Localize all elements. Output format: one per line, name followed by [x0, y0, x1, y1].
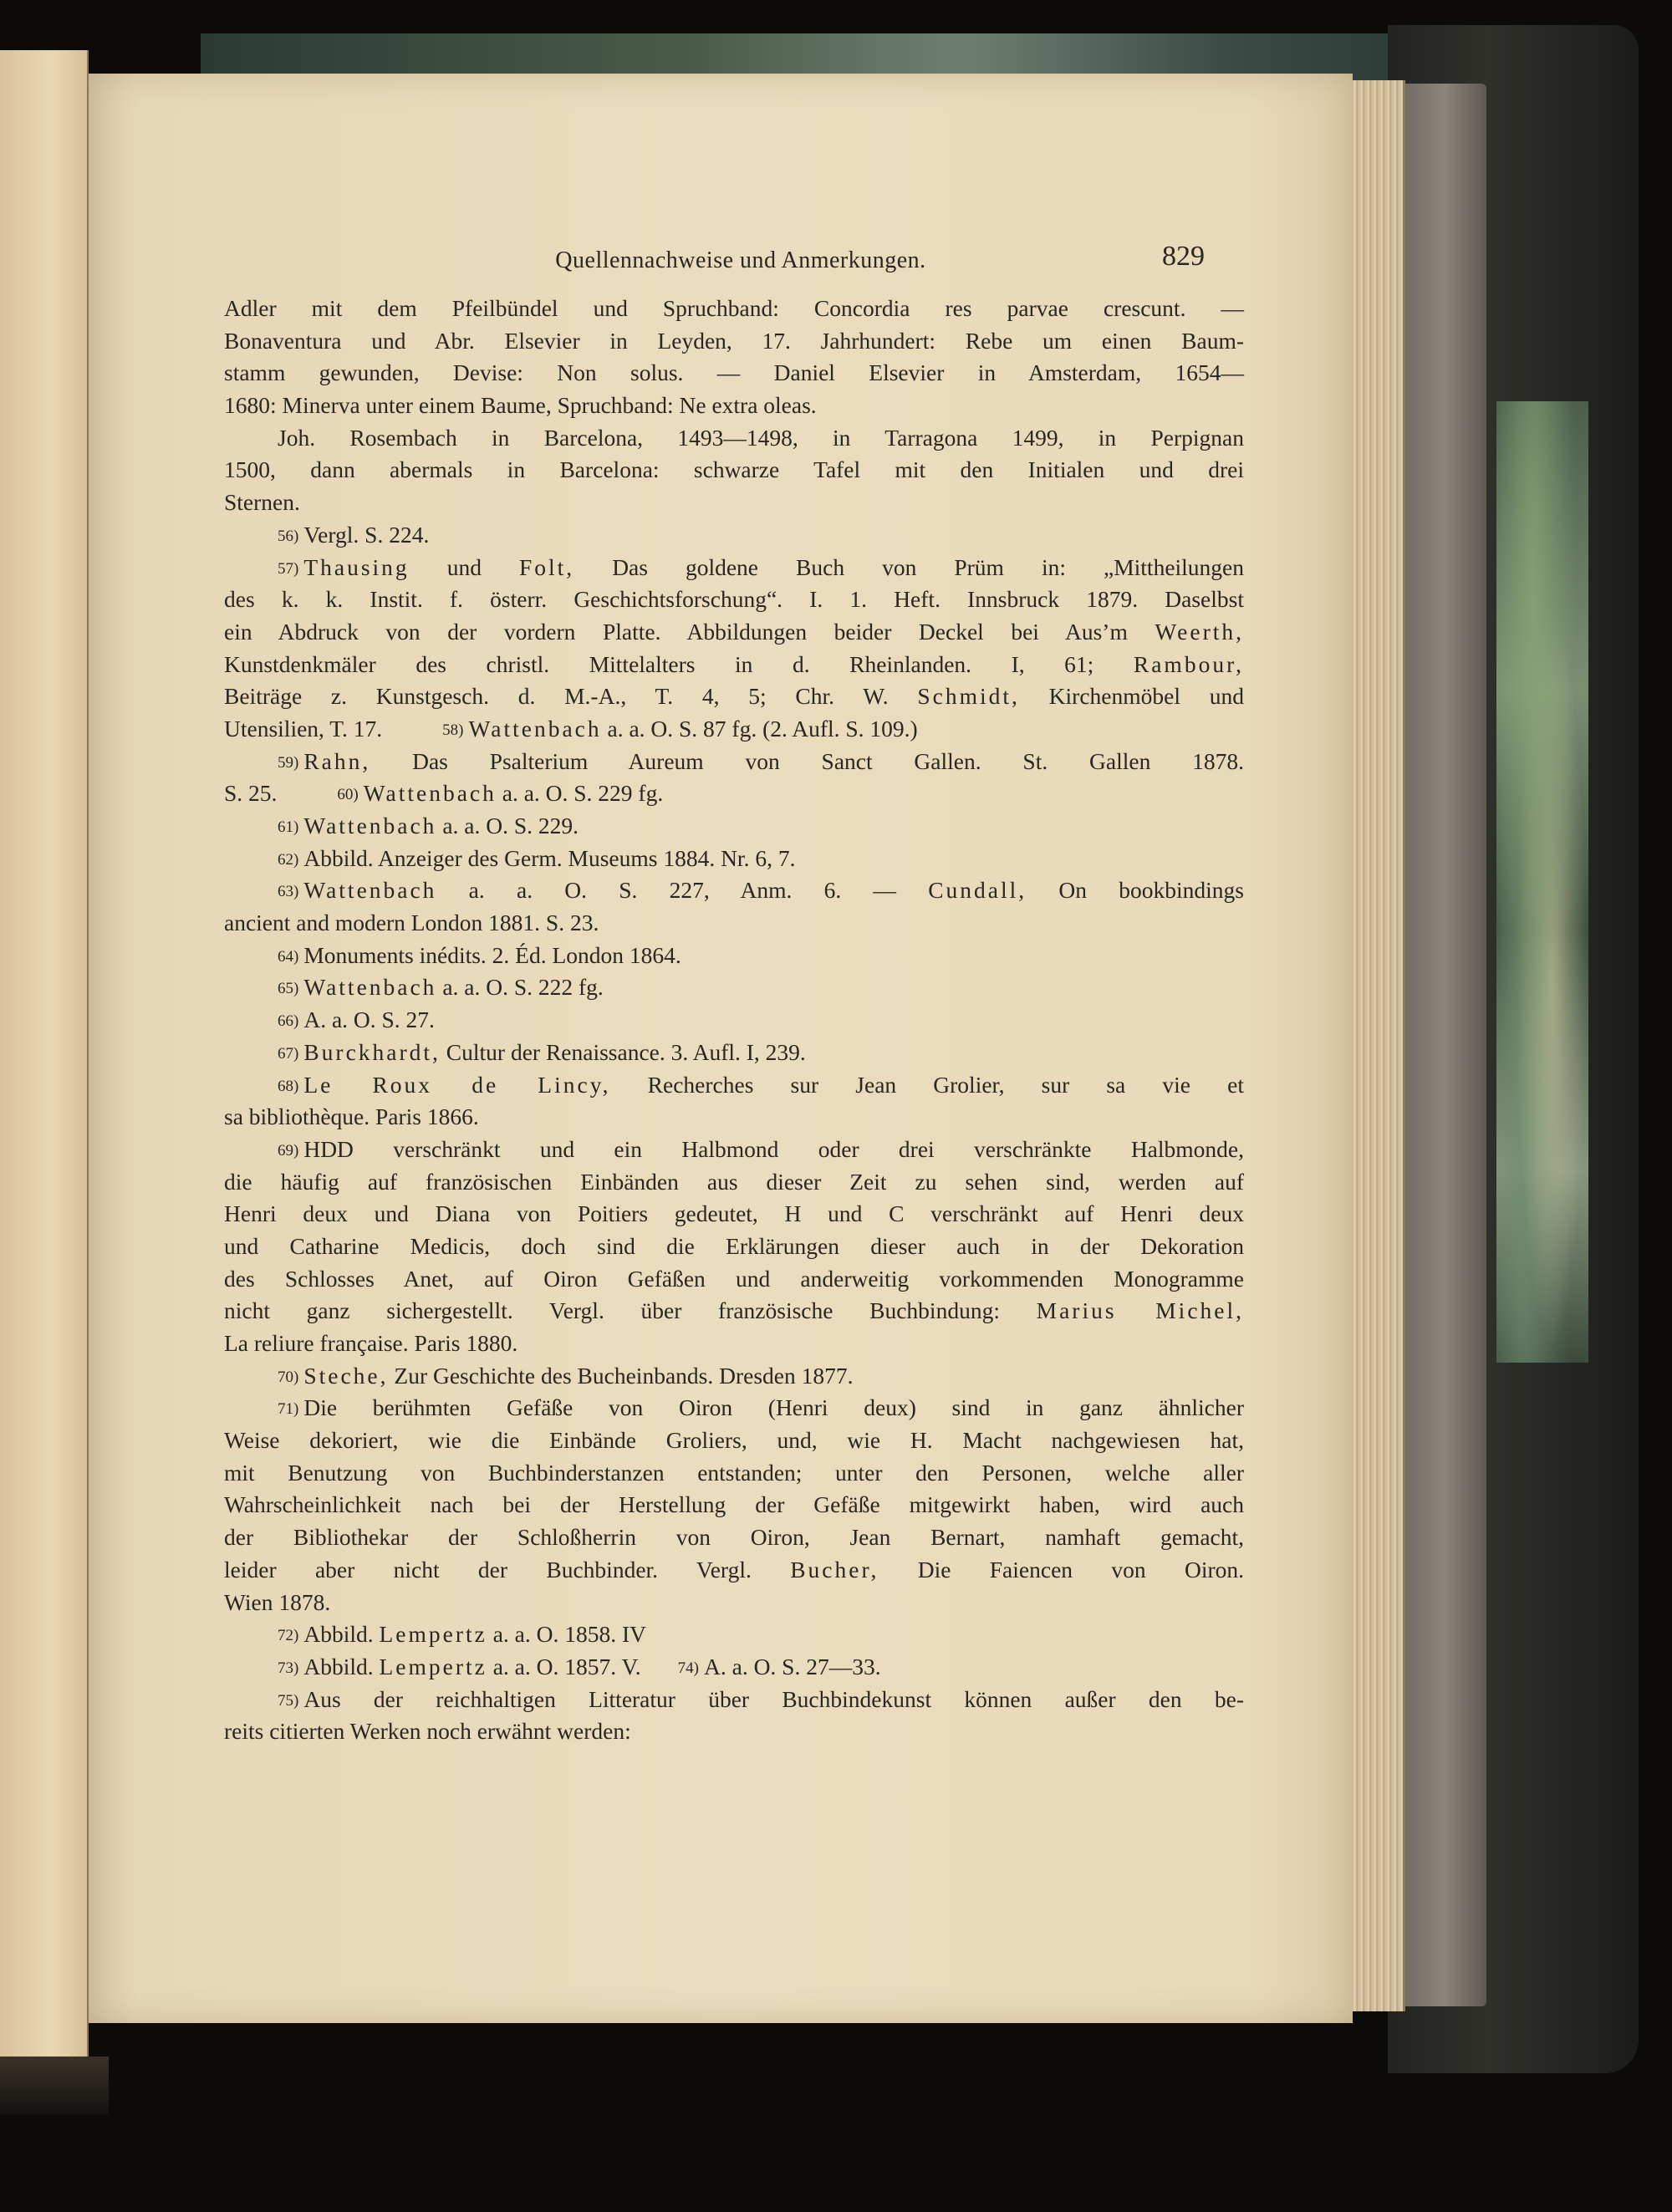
footnote-text: Das Psalterium Aureum von Sanct Gallen. St. Gallen 1878.	[412, 747, 1244, 774]
footnote-text: a. a. O. S. 229.	[442, 813, 579, 838]
footnote-text: S. 25.	[224, 780, 278, 807]
footnote-57	[224, 552, 1244, 584]
footnote-marker: 60)	[337, 786, 359, 804]
footnote-69	[224, 1134, 1244, 1166]
footnote-text: A. a. O. S. 27.	[303, 1007, 435, 1033]
footnote-text: leider aber nicht der Buchbinder. Vergl.	[224, 1556, 752, 1583]
footnote-marker: 58)	[442, 721, 464, 739]
footnote-56	[224, 519, 1244, 552]
author-name: Wattenbach	[363, 780, 497, 807]
footnote-marker: 56)	[278, 527, 299, 545]
text-line	[224, 1295, 1244, 1328]
text-line	[224, 680, 1244, 713]
footnote-text: a. a. O. S. 87 fg. (2. Aufl. S. 109.)	[607, 715, 918, 742]
author-name: Weerth,	[1155, 618, 1244, 645]
text-line: des Schlosses Anet, auf Oiron Gefäßen und anderweitig vorkommenden Monogramme	[224, 1265, 1244, 1292]
author-name: Rambour,	[1133, 650, 1244, 677]
footnote-marker: 75)	[278, 1691, 299, 1710]
footnote-marker: 63)	[278, 883, 299, 901]
text-line	[224, 1554, 1244, 1587]
footnote-61	[224, 810, 1244, 843]
footnote-73	[224, 1651, 1244, 1684]
footnote-text: a. a. O. 1858. IV	[492, 1621, 646, 1648]
running-head: Quellennachweise und Anmerkungen.	[555, 247, 926, 273]
footnote-text: Das goldene Buch von Prüm in: „Mittheilungen	[612, 553, 1245, 580]
text-line: La reliure française. Paris 1880.	[224, 1330, 518, 1356]
footnote-text: a. a. O. S. 229 fg.	[502, 780, 664, 807]
footnote-marker: 70)	[278, 1368, 299, 1386]
text-line: sa bibliothèque. Paris 1866.	[224, 1103, 479, 1130]
footnote-text: Vergl. S. 224.	[303, 521, 430, 548]
author-name: Bucher,	[790, 1556, 879, 1583]
text-line	[224, 777, 1244, 810]
text-line: 1680: Minerva unter einem Baume, Spruchband: Ne extra oleas.	[224, 392, 817, 419]
text-line: Joh. Rosembach in Barcelona, 1493—1498, in Tarragona 1499, in Perpignan	[278, 424, 1244, 451]
notes-text	[224, 293, 1244, 1748]
author-name: Cundall,	[928, 877, 1027, 904]
text-line: Wahrscheinlichkeit nach bei der Herstellung der Gefäße mitgewirkt haben, wird auch	[224, 1491, 1244, 1518]
book-page	[89, 74, 1353, 2023]
footnote-text: Abbild. Anzeiger des Germ. Museums 1884. Nr. 6, 7.	[303, 844, 796, 871]
author-name: Wattenbach	[303, 974, 437, 1001]
text-line: Adler mit dem Pfeilbündel und Spruchband: Concordia res parvae crescunt. —	[224, 295, 1244, 321]
footnote-text: a. a. O. S. 222 fg.	[442, 974, 604, 1001]
text-line: Bonaventura und Abr. Elsevier in Leyden, 17. Jahrhundert: Rebe um einen Baum-	[224, 327, 1244, 354]
text-line: der Bibliothekar der Schloßherrin von Oiron, Jean Bernart, namhaft gemacht,	[224, 1524, 1244, 1551]
text-line: und Catharine Medicis, doch sind die Erklärungen dieser auch in der Dekoration	[224, 1232, 1244, 1259]
text-line	[224, 713, 1244, 746]
footnote-marker: 66)	[278, 1012, 299, 1031]
text-line: die häufig auf französischen Einbänden aus dieser Zeit zu sehen sind, werden auf	[224, 1168, 1244, 1195]
author-name: Wattenbach	[468, 715, 602, 742]
footnote-70	[224, 1360, 1244, 1393]
author-name: Rahn,	[303, 747, 371, 774]
facing-page-edge	[0, 50, 89, 2073]
footnote-text: A. a. O. S. 27—33.	[704, 1653, 881, 1679]
footnote-marker: 72)	[278, 1627, 299, 1645]
footnote-marker: 65)	[278, 980, 299, 998]
footnote-text: On bookbindings	[1058, 877, 1244, 904]
author-name: Wattenbach	[303, 813, 437, 838]
footnote-marker: 67)	[278, 1044, 299, 1063]
text-line: Wien 1878.	[224, 1588, 331, 1615]
footnote-text: und	[446, 553, 482, 580]
footnote-text: Zur Geschichte des Bucheinbands. Dresden 1877.	[394, 1362, 854, 1389]
footnote-marker: 64)	[278, 947, 299, 966]
footnote-65	[224, 971, 1244, 1004]
footnote-text: Kirchenmöbel und	[1048, 683, 1244, 710]
text-line	[224, 649, 1244, 681]
author-name: Le Roux de Lincy,	[303, 1071, 611, 1098]
author-name: Schmidt,	[917, 683, 1020, 710]
footnote-marker: 62)	[278, 850, 299, 869]
footnote-59	[224, 746, 1244, 778]
footnote-72	[224, 1618, 1244, 1651]
footnote-68	[224, 1069, 1244, 1102]
footnote-text: nicht ganz sichergestellt. Vergl. über französische Buchbindung:	[224, 1297, 1000, 1324]
footnote-text: Die Faiencen von Oiron.	[917, 1556, 1244, 1583]
author-name: Thausing	[303, 553, 410, 580]
author-name: Wattenbach	[303, 877, 437, 904]
page-stack-edge	[1353, 80, 1405, 2011]
left-cover-edge	[0, 2057, 109, 2115]
author-name: Burckhardt,	[303, 1038, 441, 1065]
footnote-marker: 71)	[278, 1400, 299, 1419]
author-name: Marius Michel,	[1036, 1297, 1244, 1324]
footnote-marker: 59)	[278, 753, 299, 772]
text-line: Weise dekoriert, wie die Einbände Groliers, und, wie H. Macht nachgewiesen hat,	[224, 1427, 1244, 1454]
author-name: Lempertz	[379, 1621, 487, 1648]
endpaper-board	[1403, 84, 1486, 2006]
author-name: Folt,	[518, 553, 575, 580]
text-line: des k. k. Instit. f. österr. Geschichtsforschung“. I. 1. Heft. Innsbruck 1879. Daselbst	[224, 586, 1244, 613]
footnote-marker: 73)	[278, 1659, 299, 1677]
footnote-text: HDD verschränkt und ein Halbmond oder drei verschränkte Halbmonde,	[303, 1135, 1244, 1162]
footnote-marker: 69)	[278, 1141, 299, 1160]
text-line: stamm gewunden, Devise: Non solus. — Daniel Elsevier in Amsterdam, 1654—	[224, 359, 1244, 386]
footnote-text: Kunstdenkmäler des christl. Mittelalters in d. Rheinlanden. I, 61;	[224, 650, 1094, 677]
text-line: ancient and modern London 1881. S. 23.	[224, 910, 599, 936]
footnote-66	[224, 1004, 1244, 1037]
footnote-64	[224, 940, 1244, 972]
footnote-text: Die berühmten Gefäße von Oiron (Henri deux) sind in ganz ähnlicher	[303, 1394, 1244, 1421]
author-name: Steche,	[303, 1362, 389, 1389]
footnote-text: Utensilien, T. 17.	[224, 715, 383, 742]
footnote-63	[224, 874, 1244, 907]
footnote-text: Recherches sur Jean Grolier, sur sa vie et	[647, 1071, 1244, 1098]
footnote-text: ein Abdruck von der vordern Platte. Abbildungen beider Deckel bei Aus’m	[224, 618, 1128, 645]
footnote-text: Aus der reichhaltigen Litteratur über Buchbindekunst können außer den be-	[303, 1685, 1244, 1712]
footnote-67	[224, 1037, 1244, 1069]
page-number: 829	[1162, 241, 1205, 272]
text-line: reits citierten Werken noch erwähnt werden:	[224, 1718, 631, 1745]
footnote-marker: 57)	[278, 559, 299, 578]
text-line: 1500, dann abermals in Barcelona: schwarze Tafel mit den Initialen und drei	[224, 456, 1244, 483]
footnote-text: Abbild.	[303, 1621, 374, 1648]
marbled-edge	[1496, 401, 1588, 1363]
text-line: Henri deux und Diana von Poitiers gedeutet, H und C verschränkt auf Henri deux	[224, 1200, 1244, 1227]
footnote-marker: 68)	[278, 1077, 299, 1095]
footnote-71	[224, 1392, 1244, 1425]
footnote-marker: 61)	[278, 818, 299, 836]
text-line: Sternen.	[224, 489, 300, 516]
footnote-62	[224, 843, 1244, 875]
footnote-marker: 74)	[677, 1659, 699, 1677]
footnote-text: a. a. O. S. 227, Anm. 6. —	[468, 877, 896, 904]
footnote-text: Monuments inédits. 2. Éd. London 1864.	[303, 941, 681, 968]
author-name: Lempertz	[379, 1653, 487, 1679]
footnote-75	[224, 1684, 1244, 1716]
text-line	[224, 616, 1244, 649]
text-line: mit Benutzung von Buchbinderstanzen entstanden; unter den Personen, welche aller	[224, 1459, 1244, 1486]
footnote-text: Cultur der Renaissance. 3. Aufl. I, 239.	[446, 1038, 806, 1065]
footnote-text: a. a. O. 1857. V.	[492, 1653, 641, 1679]
footnote-text: Abbild.	[303, 1653, 374, 1679]
footnote-text: Beiträge z. Kunstgesch. d. M.-A., T. 4, 5; Chr. W.	[224, 683, 889, 710]
